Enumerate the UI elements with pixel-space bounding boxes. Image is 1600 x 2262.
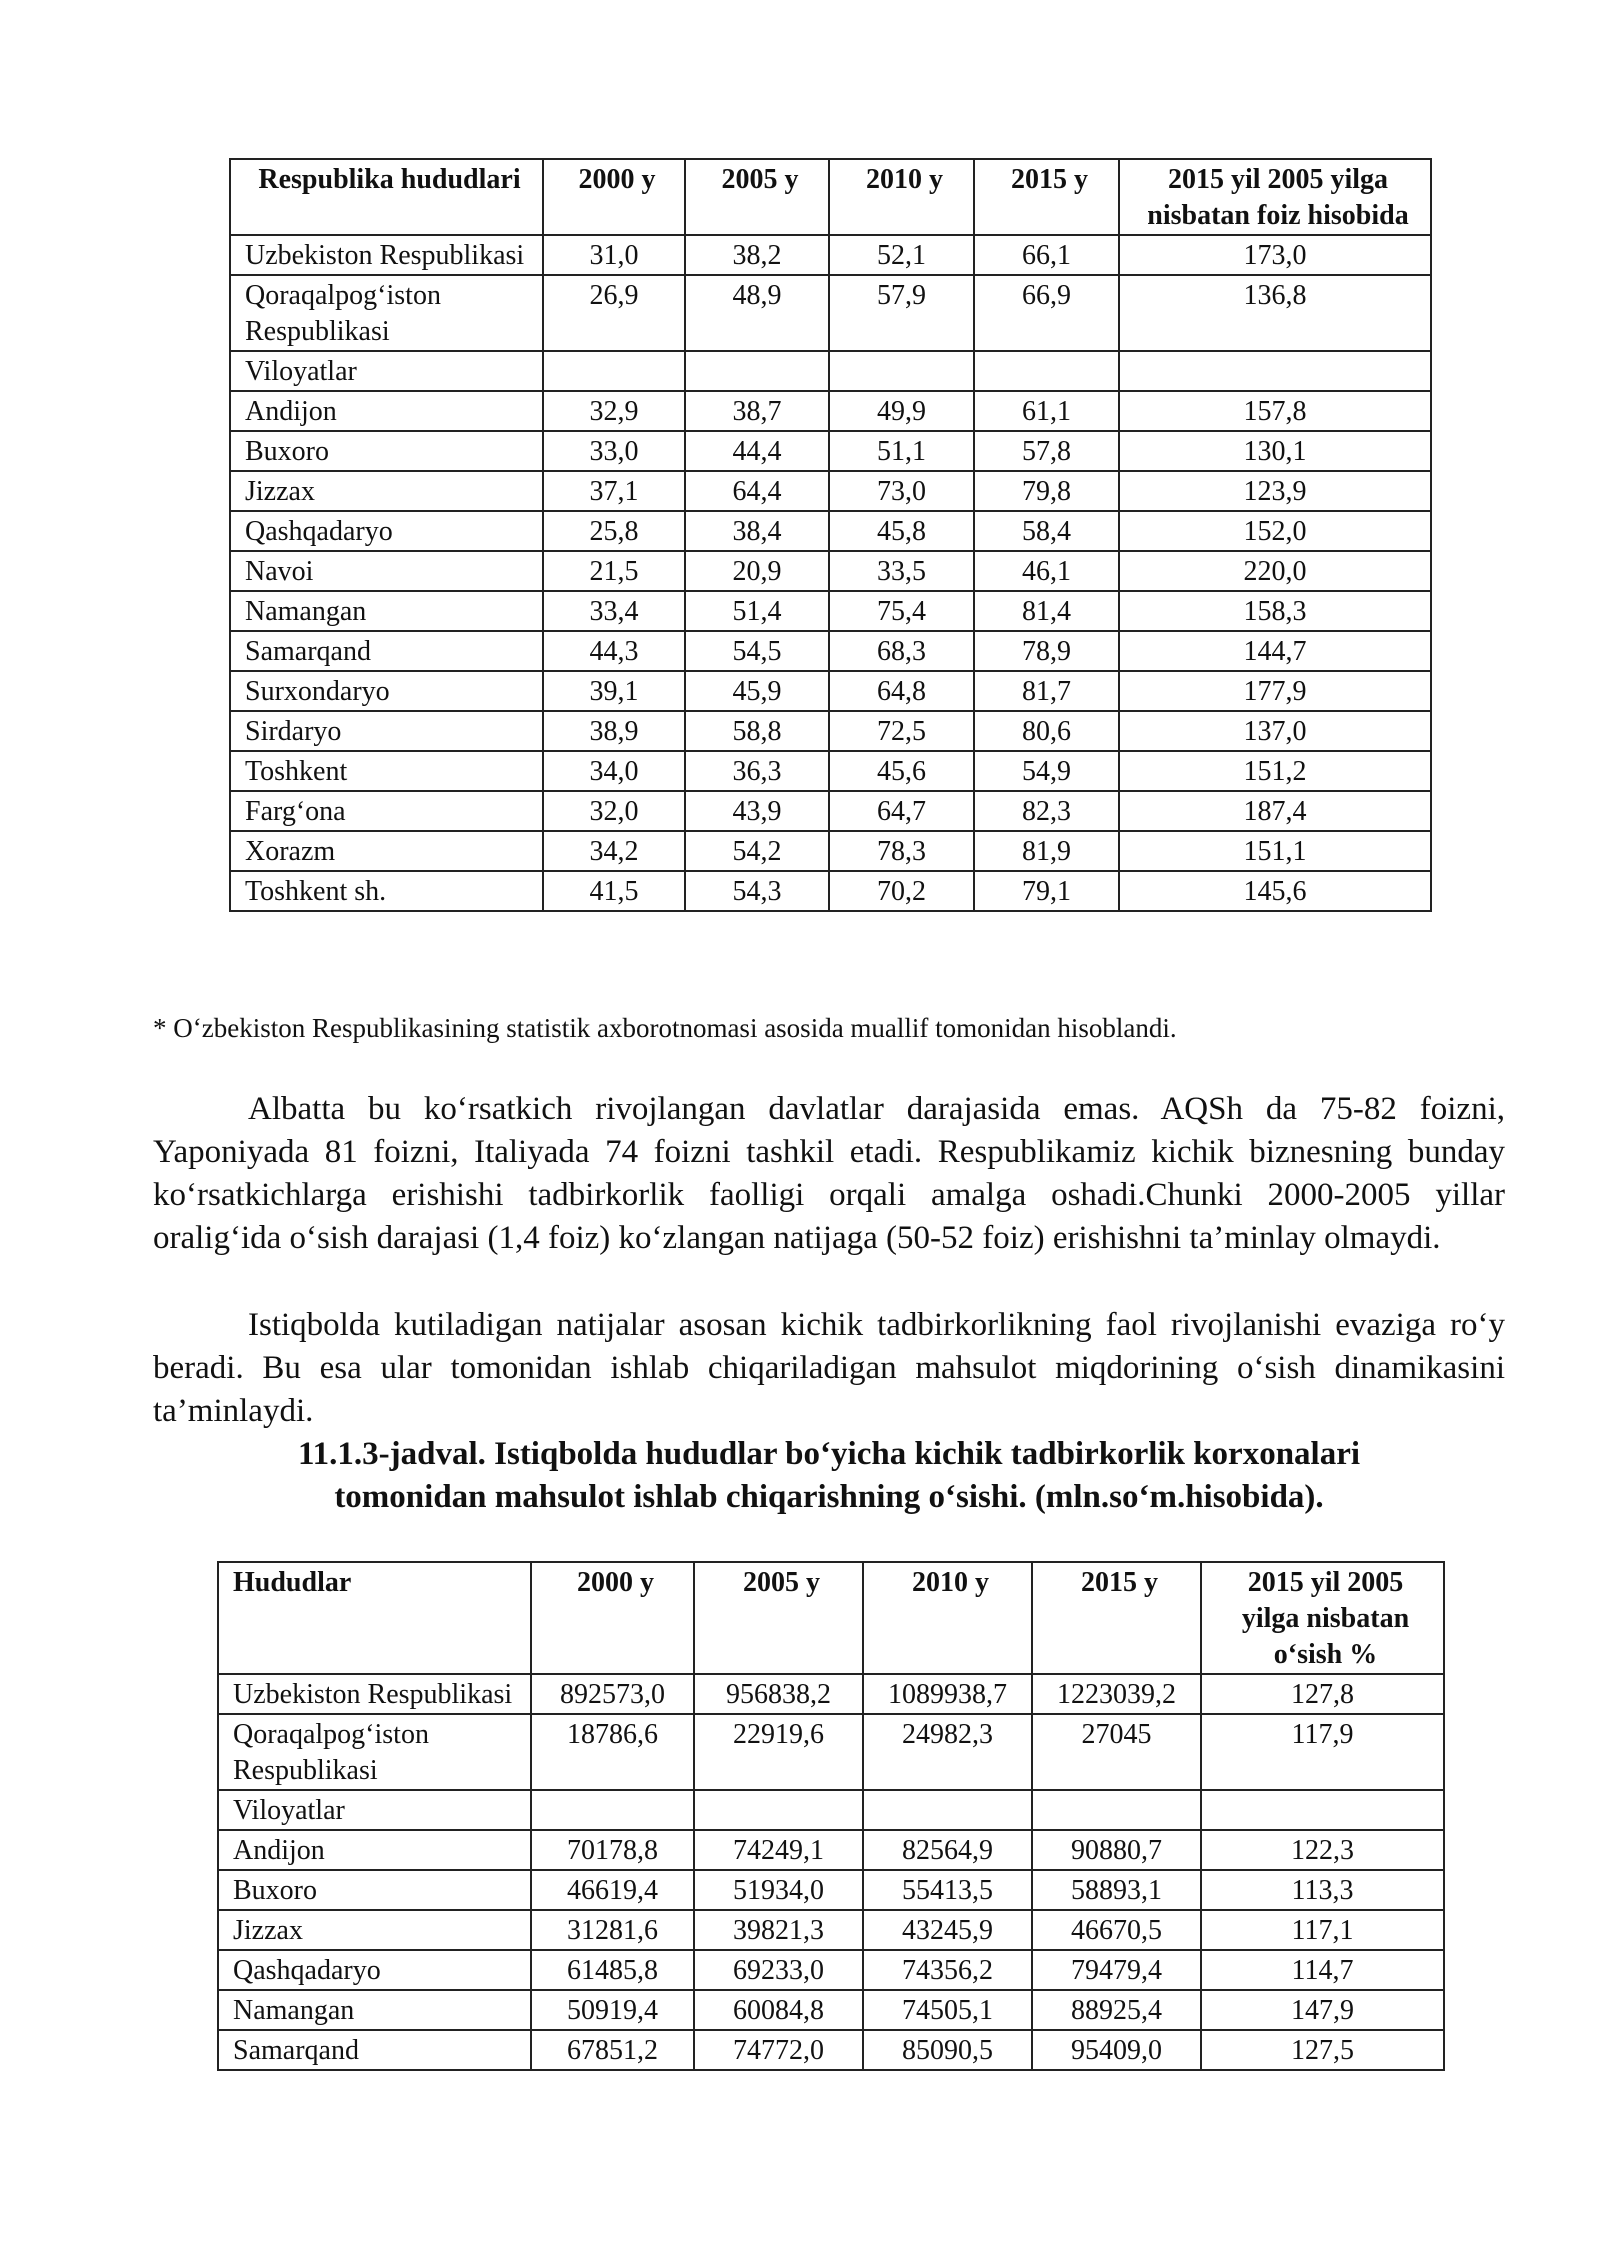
region-cell: Farg‘ona [230, 791, 543, 831]
value-cell [1201, 1790, 1444, 1830]
value-cell: 73,0 [829, 471, 974, 511]
value-cell: 95409,0 [1032, 2030, 1201, 2070]
value-cell: 82564,9 [863, 1830, 1032, 1870]
value-cell: 58,4 [974, 511, 1119, 551]
value-cell: 25,8 [543, 511, 685, 551]
table-row [218, 1910, 1444, 1950]
value-cell: 45,8 [829, 511, 974, 551]
value-cell: 27045 [1032, 1714, 1201, 1790]
value-cell: 157,8 [1119, 391, 1431, 431]
region-cell: Samarqand [218, 2030, 531, 2070]
table-header [230, 159, 1431, 235]
table-caption-line: 11.1.3-jadval. Istiqbolda hududlar bo‘yicha kichik tadbirkorlik korxonalari [297, 1436, 1361, 1472]
region-cell: Qashqadaryo [230, 511, 543, 551]
value-cell: 82,3 [974, 791, 1119, 831]
value-cell: 54,5 [685, 631, 829, 671]
value-cell: 1223039,2 [1032, 1674, 1201, 1714]
table-row [218, 1950, 1444, 1990]
value-cell: 61,1 [974, 391, 1119, 431]
value-cell: 57,8 [974, 431, 1119, 471]
value-cell: 81,9 [974, 831, 1119, 871]
table-row [230, 391, 1431, 431]
column-header: Hududlar [218, 1562, 531, 1674]
value-cell: 64,4 [685, 471, 829, 511]
value-cell: 64,8 [829, 671, 974, 711]
value-cell: 32,9 [543, 391, 685, 431]
value-cell: 147,9 [1201, 1990, 1444, 2030]
value-cell: 18786,6 [531, 1714, 694, 1790]
table-caption [153, 1433, 1505, 1519]
column-header: 2010 y [863, 1562, 1032, 1674]
value-cell: 136,8 [1119, 275, 1431, 351]
column-header: 2015 yil 2005 yilga nisbatan foiz hisobida [1119, 159, 1431, 235]
table-body [230, 235, 1431, 911]
value-cell: 123,9 [1119, 471, 1431, 511]
regional-percentage-table [229, 158, 1432, 912]
value-cell: 38,9 [543, 711, 685, 751]
value-cell: 152,0 [1119, 511, 1431, 551]
value-cell: 158,3 [1119, 591, 1431, 631]
value-cell: 144,7 [1119, 631, 1431, 671]
value-cell: 52,1 [829, 235, 974, 275]
value-cell: 33,0 [543, 431, 685, 471]
value-cell: 117,1 [1201, 1910, 1444, 1950]
table-row [218, 1990, 1444, 2030]
region-cell: Toshkent sh. [230, 871, 543, 911]
value-cell: 69233,0 [694, 1950, 863, 1990]
region-cell: Jizzax [218, 1910, 531, 1950]
value-cell: 58893,1 [1032, 1870, 1201, 1910]
value-cell [974, 351, 1119, 391]
value-cell: 79,8 [974, 471, 1119, 511]
region-cell: Toshkent [230, 751, 543, 791]
value-cell: 60084,8 [694, 1990, 863, 2030]
body-paragraph: Albatta bu ko‘rsatkich rivojlangan davlatlar darajasida emas. AQSh da 75-82 foizni, Yaponiyada 81 foizni, Italiyada 74 foizni tashkil etadi. Respublikamiz kichik biznesning bunday ko‘rsatkichlarga erishishi tadbirkorlik faolligi orqali amalga oshadi.Chunki 2000-2005 yillar oralig‘ida o‘sish darajasi (1,4 foiz) ko‘zlangan natijaga (50-52 foiz) erishishni ta’minlay olmaydi. [153, 1091, 1505, 1256]
table-footnote: * O‘zbekiston Respublikasining statistik axborotnomasi asosida muallif tomonidan hisoblandi. [153, 1013, 1177, 1043]
value-cell: 70178,8 [531, 1830, 694, 1870]
column-header: 2000 y [543, 159, 685, 235]
table-row [230, 551, 1431, 591]
header-row [230, 159, 1431, 235]
value-cell: 80,6 [974, 711, 1119, 751]
column-header: 2005 y [694, 1562, 863, 1674]
column-header: 2005 y [685, 159, 829, 235]
value-cell: 32,0 [543, 791, 685, 831]
column-header: 2015 yil 2005 yilga nisbatan o‘sish % [1201, 1562, 1444, 1674]
value-cell: 61485,8 [531, 1950, 694, 1990]
value-cell: 113,3 [1201, 1870, 1444, 1910]
value-cell: 220,0 [1119, 551, 1431, 591]
value-cell: 114,7 [1201, 1950, 1444, 1990]
table-row [218, 1870, 1444, 1910]
value-cell: 31,0 [543, 235, 685, 275]
column-header: 2015 y [1032, 1562, 1201, 1674]
value-cell: 31281,6 [531, 1910, 694, 1950]
value-cell: 34,2 [543, 831, 685, 871]
value-cell: 54,2 [685, 831, 829, 871]
value-cell: 36,3 [685, 751, 829, 791]
value-cell: 44,4 [685, 431, 829, 471]
value-cell: 145,6 [1119, 871, 1431, 911]
value-cell: 81,4 [974, 591, 1119, 631]
column-header: 2015 y [974, 159, 1119, 235]
value-cell: 45,9 [685, 671, 829, 711]
value-cell: 127,8 [1201, 1674, 1444, 1714]
value-cell: 38,4 [685, 511, 829, 551]
value-cell [543, 351, 685, 391]
table-body [218, 1674, 1444, 2070]
region-cell: Viloyatlar [218, 1790, 531, 1830]
value-cell: 151,2 [1119, 751, 1431, 791]
region-cell: Navoi [230, 551, 543, 591]
value-cell: 26,9 [543, 275, 685, 351]
value-cell: 79479,4 [1032, 1950, 1201, 1990]
value-cell: 70,2 [829, 871, 974, 911]
table-row [230, 591, 1431, 631]
column-header: 2010 y [829, 159, 974, 235]
table-row [230, 235, 1431, 275]
region-cell: Sirdaryo [230, 711, 543, 751]
value-cell: 34,0 [543, 751, 685, 791]
table-row [230, 275, 1431, 351]
table-row [218, 1830, 1444, 1870]
value-cell: 33,5 [829, 551, 974, 591]
value-cell: 74356,2 [863, 1950, 1032, 1990]
value-cell: 21,5 [543, 551, 685, 591]
table-row [230, 711, 1431, 751]
value-cell: 72,5 [829, 711, 974, 751]
value-cell: 39821,3 [694, 1910, 863, 1950]
value-cell: 74505,1 [863, 1990, 1032, 2030]
value-cell [694, 1790, 863, 1830]
value-cell: 122,3 [1201, 1830, 1444, 1870]
value-cell: 67851,2 [531, 2030, 694, 2070]
value-cell: 51,1 [829, 431, 974, 471]
value-cell: 66,9 [974, 275, 1119, 351]
table-row [230, 671, 1431, 711]
value-cell: 39,1 [543, 671, 685, 711]
region-cell: Xorazm [230, 831, 543, 871]
value-cell: 41,5 [543, 871, 685, 911]
value-cell: 44,3 [543, 631, 685, 671]
value-cell: 54,3 [685, 871, 829, 911]
table-row [218, 1790, 1444, 1830]
value-cell: 117,9 [1201, 1714, 1444, 1790]
value-cell: 78,3 [829, 831, 974, 871]
table-row [230, 831, 1431, 871]
table-row [230, 751, 1431, 791]
value-cell: 46670,5 [1032, 1910, 1201, 1950]
column-header: 2000 y [531, 1562, 694, 1674]
region-cell: Namangan [230, 591, 543, 631]
region-cell: Qoraqalpog‘iston Respublikasi [218, 1714, 531, 1790]
value-cell: 58,8 [685, 711, 829, 751]
value-cell: 24982,3 [863, 1714, 1032, 1790]
region-cell: Buxoro [218, 1870, 531, 1910]
table-row [230, 791, 1431, 831]
regional-production-table [217, 1561, 1445, 2071]
region-cell: Andijon [230, 391, 543, 431]
value-cell: 177,9 [1119, 671, 1431, 711]
value-cell: 37,1 [543, 471, 685, 511]
value-cell: 81,7 [974, 671, 1119, 711]
region-cell: Qashqadaryo [218, 1950, 531, 1990]
value-cell: 130,1 [1119, 431, 1431, 471]
value-cell: 85090,5 [863, 2030, 1032, 2070]
value-cell: 38,7 [685, 391, 829, 431]
table-row [230, 631, 1431, 671]
value-cell: 74249,1 [694, 1830, 863, 1870]
table-caption-line: tomonidan mahsulot ishlab chiqarishning o‘sishi. (mln.so‘m.hisobida). [334, 1479, 1324, 1515]
value-cell: 49,9 [829, 391, 974, 431]
value-cell: 68,3 [829, 631, 974, 671]
value-cell: 46,1 [974, 551, 1119, 591]
value-cell [1119, 351, 1431, 391]
value-cell [863, 1790, 1032, 1830]
value-cell: 45,6 [829, 751, 974, 791]
value-cell [685, 351, 829, 391]
value-cell [829, 351, 974, 391]
value-cell: 1089938,7 [863, 1674, 1032, 1714]
value-cell: 22919,6 [694, 1714, 863, 1790]
value-cell: 66,1 [974, 235, 1119, 275]
region-cell: Andijon [218, 1830, 531, 1870]
body-paragraph: Istiqbolda kutiladigan natijalar asosan kichik tadbirkorlikning faol rivojlanishi evaziga ro‘y beradi. Bu esa ular tomonidan ishlab chiqariladigan mahsulot miqdorining o‘sish dinamikasini ta’minlaydi. [153, 1307, 1505, 1429]
region-cell: Samarqand [230, 631, 543, 671]
value-cell: 54,9 [974, 751, 1119, 791]
value-cell: 46619,4 [531, 1870, 694, 1910]
region-cell: Namangan [218, 1990, 531, 2030]
table-row [218, 2030, 1444, 2070]
value-cell: 51,4 [685, 591, 829, 631]
value-cell: 892573,0 [531, 1674, 694, 1714]
value-cell: 187,4 [1119, 791, 1431, 831]
value-cell: 74772,0 [694, 2030, 863, 2070]
table-row [230, 471, 1431, 511]
region-cell: Jizzax [230, 471, 543, 511]
value-cell: 43245,9 [863, 1910, 1032, 1950]
table-row [218, 1674, 1444, 1714]
table-row [230, 351, 1431, 391]
table-row [218, 1714, 1444, 1790]
region-cell: Buxoro [230, 431, 543, 471]
value-cell: 50919,4 [531, 1990, 694, 2030]
region-cell: Viloyatlar [230, 351, 543, 391]
value-cell: 20,9 [685, 551, 829, 591]
table-row [230, 871, 1431, 911]
value-cell: 57,9 [829, 275, 974, 351]
region-cell: Uzbekiston Respublikasi [230, 235, 543, 275]
value-cell: 173,0 [1119, 235, 1431, 275]
value-cell [1032, 1790, 1201, 1830]
value-cell: 48,9 [685, 275, 829, 351]
value-cell: 38,2 [685, 235, 829, 275]
value-cell: 90880,7 [1032, 1830, 1201, 1870]
value-cell [531, 1790, 694, 1830]
value-cell: 151,1 [1119, 831, 1431, 871]
value-cell: 79,1 [974, 871, 1119, 911]
table-row [230, 431, 1431, 471]
region-cell: Qoraqalpog‘iston Respublikasi [230, 275, 543, 351]
value-cell: 64,7 [829, 791, 974, 831]
value-cell: 75,4 [829, 591, 974, 631]
table-header [218, 1562, 1444, 1674]
region-cell: Uzbekiston Respublikasi [218, 1674, 531, 1714]
value-cell: 127,5 [1201, 2030, 1444, 2070]
column-header: Respublika hududlari [230, 159, 543, 235]
value-cell: 78,9 [974, 631, 1119, 671]
value-cell: 43,9 [685, 791, 829, 831]
table-row [230, 511, 1431, 551]
value-cell: 55413,5 [863, 1870, 1032, 1910]
value-cell: 33,4 [543, 591, 685, 631]
header-row [218, 1562, 1444, 1674]
value-cell: 137,0 [1119, 711, 1431, 751]
value-cell: 88925,4 [1032, 1990, 1201, 2030]
region-cell: Surxondaryo [230, 671, 543, 711]
value-cell: 956838,2 [694, 1674, 863, 1714]
value-cell: 51934,0 [694, 1870, 863, 1910]
